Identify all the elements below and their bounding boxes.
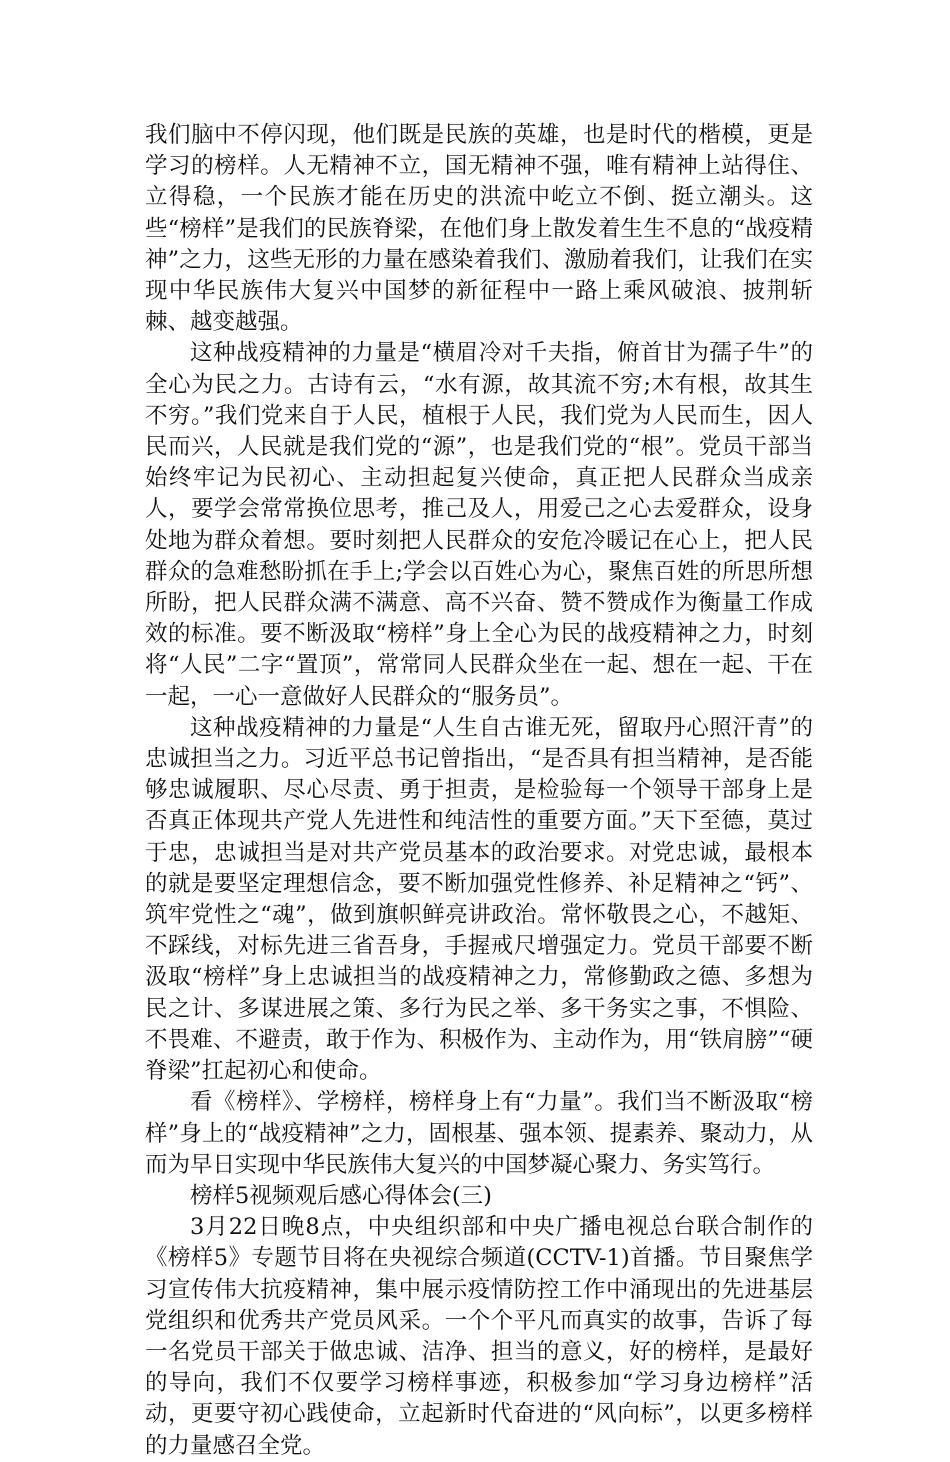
paragraph-conclusion: 看《榜样》、学榜样，榜样身上有“力量”。我们当不断汲取“榜样”身上的“战疫精神”之力，固根基、强本领、提素养、聚动力，从而为早日实现中华民族伟大复兴的中国梦凝心聚力、务实笃行。 <box>145 1089 813 1178</box>
document-page <box>145 120 813 1462</box>
section-heading: 榜样5视频观后感心得体会(三) <box>190 1182 492 1209</box>
paragraph-section-three: 3月22日晚8点，中央组织部和中央广播电视总台联合制作的《榜样5》专题节目将在央视综合频道(CCTV-1)首播。节目聚焦学习宣传伟大抗疫精神，集中展示疫情防控工作中涌现出的先进基层党组织和优秀共产党员风采。一个个平凡而真实的故事，告诉了每一名党员干部关于做忠诚、洁净、担当的意义，好的榜样，是最好的导向，我们不仅要学习榜样事迹，积极参加“学习身边榜样”活动，更要守初心践使命，立起新时代奋进的“风向标”，以更多榜样的力量感召全党。 <box>145 1214 813 1459</box>
paragraph-continuation: 我们脑中不停闪现，他们既是民族的英雄，也是时代的楷模，更是学习的榜样。人无精神不立，国无精神不强，唯有精神上站得住、立得稳，一个民族才能在历史的洪流中屹立不倒、挺立潮头。这些“榜样”是我们的民族脊梁，在他们身上散发着生生不息的“战疫精神”之力，这些无形的力量在感染着我们、激励着我们，让我们在实现中华民族伟大复兴中国梦的新征程中一路上乘风破浪、披荆斩棘、越变越强。 <box>145 122 813 336</box>
paragraph-loyalty-power: 这种战疫精神的力量是“人生自古谁无死，留取丹心照汗青”的忠诚担当之力。习近平总书记曾指出，“是否具有担当精神，是否能够忠诚履职、尽心尽责、勇于担责，是检验每一个领导干部身上是否真正体现共产党人先进性和纯洁性的重要方面。”天下至德，莫过于忠，忠诚担当是对共产党员基本的政治要求。对党忠诚，最根本的就是要坚定理想信念，要不断加强党性修养、补足精神之“钙”、筑牢党性之“魂”，做到旗帜鲜亮讲政治。常怀敬畏之心，不越矩、不踩线，对标先进三省吾身，手握戒尺增强定力。党员干部要不断汲取“榜样”身上忠诚担当的战疫精神之力，常修勤政之德、多想为民之计、多谋进展之策、多行为民之举、多干务实之事，不惧险、不畏难、不避责，敢于作为、积极作为、主动作为，用“铁肩膀”“硬脊梁”扛起初心和使命。 <box>145 714 813 1085</box>
paragraph-people-power: 这种战疫精神的力量是“横眉冷对千夫指，俯首甘为孺子牛”的全心为民之力。古诗有云，“水有源，故其流不穷;木有根，故其生不穷。”我们党来自于人民，植根于人民，我们党为人民而生，因人民而兴，人民就是我们党的“源”，也是我们党的“根”。党员干部当始终牢记为民初心、主动担起复兴使命，真正把人民群众当成亲人，要学会常常换位思考，推己及人，用爱己之心去爱群众，设身处地为群众着想。要时刻把人民群众的安危冷暖记在心上，把人民群众的急难愁盼抓在手上;学会以百姓心为心，聚焦百姓的所思所想所盼，把人民群众满不满意、高不兴奋、赞不赞成作为衡量工作成效的标准。要不断汲取“榜样”身上全心为民的战疫精神之力，时刻将“人民”二字“置顶”，常常同人民群众坐在一起、想在一起、干在一起，一心一意做好人民群众的“服务员”。 <box>145 340 813 710</box>
